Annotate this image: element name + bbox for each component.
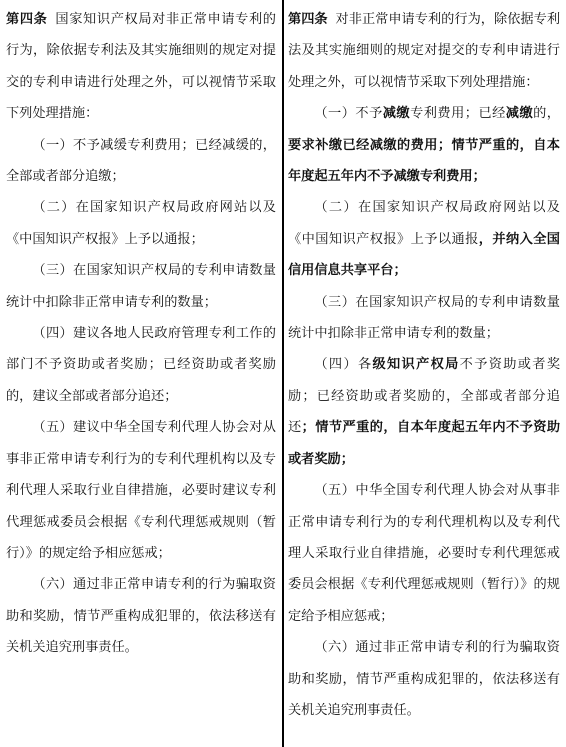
article-paragraph <box>6 4 276 130</box>
article-heading: 第四条 <box>288 12 328 27</box>
revised-text: 减缴 <box>382 106 411 122</box>
original-text-column <box>0 0 282 747</box>
measure-item-1: （一）不予减缓专利费用；已经减缓的，全部或者部分追缴； <box>6 137 276 185</box>
revised-text: ，并纳入全国信用信息共享平台； <box>288 231 560 279</box>
item-text: （二）在国家知识产权局政府网站以及《中国知识产权报》上予以通报 <box>288 200 560 247</box>
measure-item-6: （六）通过非正常申请专利的行为骗取资助和奖励，情节严重构成犯罪的，依法移送有关机关追究刑事责任。 <box>288 640 560 718</box>
revised-text: 级知识产权局 <box>372 357 460 373</box>
item-text: （四）各 <box>314 357 373 373</box>
measure-item-5: （五）建议中华全国专利代理人协会对从事非正常申请专利行为的专利代理机构以及专利代理人采取行业自律措施，必要时建议专利代理惩戒委员会根据《专利代理惩戒规则（暂行）》的规定给予相应惩戒； <box>6 420 276 561</box>
measure-item-3: （三）在国家知识产权局的专利申请数量统计中扣除非正常申请专利的数量； <box>6 263 276 310</box>
measure-item-4 <box>288 349 560 475</box>
measure-item-6: （六）通过非正常申请专利的行为骗取资助和奖励，情节严重构成犯罪的，依法移送有关机关追究刑事责任。 <box>6 577 276 656</box>
revised-text-column <box>282 0 566 747</box>
item-text: （一）不予 <box>314 106 383 122</box>
measure-item-5: （五）中华全国专利代理人协会对从事非正常申请专利行为的专利代理机构以及专利代理人采取行业自律措施，必要时专利代理惩戒委员会根据《专利代理惩戒规则（暂行）》的规定给予相应惩戒； <box>288 483 560 624</box>
measure-item-4: （四）建议各地人民政府管理专利工作的部门不予资助或者奖励；已经资助或者奖励的，建议全部或者部分追还； <box>6 326 276 404</box>
article-paragraph <box>288 4 560 98</box>
article-intro: 对非正常申请专利的行为，除依据专利法及其实施细则的规定对提交的专利申请进行处理之外，可以视情节采取下列处理措施： <box>288 12 561 90</box>
revised-text: 要求补缴已经减缴的费用；情节严重的，自本年度起五年内不予减缴专利费用； <box>288 137 560 185</box>
measure-item-2: （二）在国家知识产权局政府网站以及《中国知识产权报》上予以通报； <box>6 200 276 247</box>
measure-item-3: （三）在国家知识产权局的专利申请数量统计中扣除非正常申请专利的数量； <box>288 294 560 342</box>
measure-item-1 <box>288 98 560 192</box>
measure-item-2 <box>288 192 560 286</box>
column-divider <box>282 0 284 747</box>
revised-text: 减缴 <box>505 106 534 122</box>
item-text: 专利费用；已经 <box>410 106 506 122</box>
item-text: 的， <box>533 106 560 122</box>
article-heading: 第四条 <box>6 12 48 27</box>
item-text: 不予资助或者奖励；已经资助或者奖励的，全部或者部分追还 <box>288 357 561 436</box>
revised-text: ；情节严重的，自本年度起五年内不予资助或者奖励； <box>288 420 561 467</box>
article-intro: 国家知识产权局对非正常申请专利的行为，除依据专利法及其实施细则的规定对提交的专利申请进行处理之外，可以视情节采取下列处理措施： <box>6 12 276 122</box>
